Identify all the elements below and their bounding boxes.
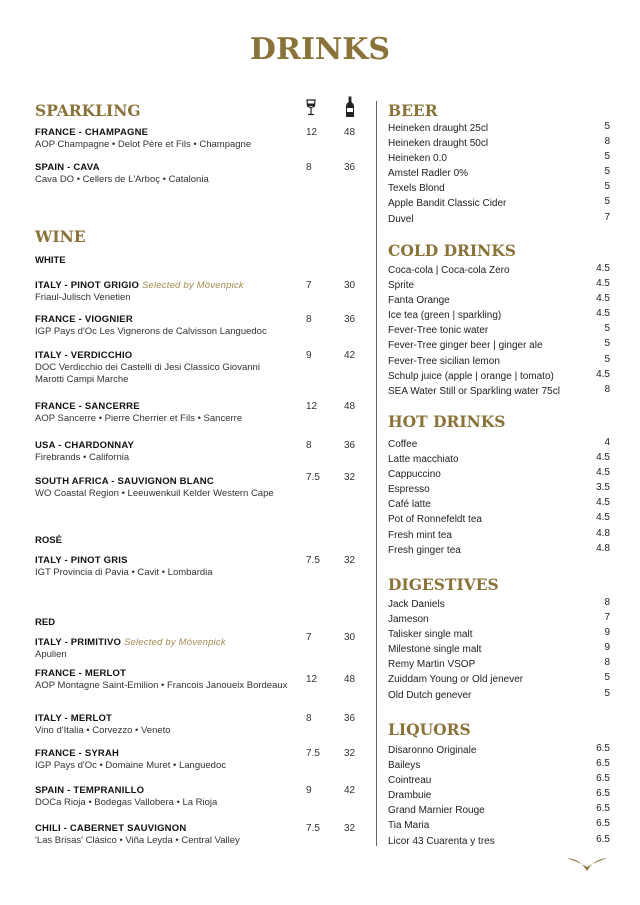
menu-item bbox=[388, 743, 610, 758]
bottle-price: 36 bbox=[344, 314, 356, 325]
menu-item-name: Grand Marnier Rouge bbox=[388, 805, 485, 817]
section-heading-digestives: DIGESTIVES bbox=[388, 575, 499, 594]
menu-item-price: 5 bbox=[604, 338, 610, 350]
wine-name: ITALY - PRIMITIVO bbox=[35, 637, 122, 648]
menu-item-name: Heineken draught 50cl bbox=[388, 138, 489, 150]
menu-item-price: 7 bbox=[604, 211, 610, 223]
wine-description: WO Coastal Region • Leeuwenkuil Kelder Western Cape bbox=[35, 488, 274, 499]
menu-item-price: 5 bbox=[604, 323, 610, 335]
menu-item bbox=[388, 151, 610, 166]
menu-item-price: 8 bbox=[604, 136, 610, 148]
bottle-price: 36 bbox=[344, 713, 356, 724]
menu-item bbox=[388, 338, 610, 353]
menu-item bbox=[388, 818, 610, 833]
wine-item bbox=[35, 748, 365, 772]
menu-item bbox=[388, 773, 610, 788]
page-title: DRINKS bbox=[249, 32, 391, 67]
menu-item-price: 8 bbox=[604, 383, 610, 395]
menu-item-price: 6.5 bbox=[596, 773, 610, 785]
menu-item-price: 7 bbox=[604, 612, 610, 624]
menu-item-name: Espresso bbox=[388, 484, 430, 496]
wine-item bbox=[35, 401, 365, 425]
menu-item-price: 6.5 bbox=[596, 803, 610, 815]
menu-item-price: 5 bbox=[604, 121, 610, 132]
menu-item-price: 5 bbox=[604, 196, 610, 208]
menu-item-price: 6.5 bbox=[596, 743, 610, 754]
menu-item-name: Baileys bbox=[388, 760, 421, 772]
glass-price: 8 bbox=[306, 440, 312, 451]
menu-item bbox=[388, 323, 610, 338]
glass-price: 9 bbox=[306, 785, 312, 796]
subheading-white: WHITE bbox=[35, 255, 66, 266]
wine-description: AOP Montagne Saint-Emilion • Francois Janoueix Bordeaux bbox=[35, 680, 288, 691]
wine-name: ITALY - PINOT GRIGIO bbox=[35, 280, 140, 291]
menu-item bbox=[388, 512, 610, 527]
menu-item-name: Sprite bbox=[388, 280, 415, 292]
menu-item-price: 4.5 bbox=[596, 308, 610, 320]
menu-item-price: 8 bbox=[604, 597, 610, 608]
wine-description: DOCa Rioja • Bodegas Vallobera • La Rioja bbox=[35, 797, 218, 808]
menu-item-name: Heineken draught 25cl bbox=[388, 123, 489, 134]
wine-bottle-icon bbox=[345, 96, 355, 123]
menu-item-price: 9 bbox=[604, 627, 610, 639]
menu-item bbox=[388, 528, 610, 543]
menu-item-price: 4.5 bbox=[596, 263, 610, 274]
wine-description: AOP Sancerre • Pierre Cherrier et Fils • Sancerre bbox=[35, 413, 243, 424]
menu-item bbox=[388, 369, 610, 384]
liquors-list bbox=[388, 743, 610, 849]
wine-description: 'Las Brisas' Clásico • Viña Leyda • Central Valley bbox=[35, 835, 240, 846]
wine-item bbox=[35, 314, 365, 338]
bottle-price: 36 bbox=[344, 440, 356, 451]
bottle-price: 30 bbox=[344, 280, 356, 291]
wine-item bbox=[35, 713, 365, 737]
menu-item-price: 4.5 bbox=[596, 278, 610, 290]
menu-item bbox=[388, 627, 610, 642]
wine-description: IGP Pays d'Oc • Domaine Muret • Languedoc bbox=[35, 760, 226, 771]
wine-description: Cava DO • Cellers de L'Arboç • Catalonia bbox=[35, 174, 209, 185]
menu-item-price: 4.5 bbox=[596, 368, 610, 380]
menu-item bbox=[388, 278, 610, 293]
wine-item bbox=[35, 350, 365, 386]
wine-name: SOUTH AFRICA - SAUVIGNON BLANC bbox=[35, 476, 214, 487]
menu-item-name: Duvel bbox=[388, 213, 414, 225]
wine-name: FRANCE - VIOGNIER bbox=[35, 314, 133, 325]
wine-name: FRANCE - MERLOT bbox=[35, 668, 127, 679]
menu-item bbox=[388, 452, 610, 467]
menu-item-price: 4.8 bbox=[596, 527, 610, 539]
selected-by-note: Selected by Mövenpick bbox=[123, 637, 226, 648]
menu-item bbox=[388, 467, 610, 482]
menu-item-name: Fresh ginger tea bbox=[388, 544, 461, 556]
menu-item-name: Cointreau bbox=[388, 775, 432, 787]
wine-name: ITALY - PINOT GRIS bbox=[35, 555, 128, 566]
glass-price: 8 bbox=[306, 314, 312, 325]
glass-price: 7.5 bbox=[306, 748, 320, 759]
menu-item bbox=[388, 834, 610, 849]
bottle-price: 32 bbox=[344, 748, 356, 759]
menu-item-name: Coffee bbox=[388, 439, 418, 450]
menu-item bbox=[388, 166, 610, 181]
selected-by-note: Selected by Mövenpick bbox=[141, 280, 244, 291]
section-heading-cold-drinks: COLD DRINKS bbox=[388, 241, 516, 260]
menu-item bbox=[388, 293, 610, 308]
menu-item-name: Milestone single malt bbox=[388, 644, 482, 656]
menu-item-name: Schulp juice (apple | orange | tomato) bbox=[388, 370, 554, 382]
wine-name: FRANCE - CHAMPAGNE bbox=[35, 127, 149, 138]
wine-name: FRANCE - SYRAH bbox=[35, 748, 120, 759]
glass-price: 9 bbox=[306, 350, 312, 361]
menu-item bbox=[388, 181, 610, 196]
wine-item bbox=[35, 440, 365, 464]
menu-item-price: 6.5 bbox=[596, 833, 610, 845]
menu-item-name: Old Dutch genever bbox=[388, 689, 472, 701]
wine-name: ITALY - VERDICCHIO bbox=[35, 350, 133, 361]
wine-description: Friaul-Julisch Venetien bbox=[35, 292, 131, 303]
menu-item bbox=[388, 642, 610, 657]
subheading-red: RED bbox=[35, 617, 56, 628]
wine-glass-icon bbox=[305, 99, 317, 122]
menu-item bbox=[388, 136, 610, 151]
wine-item bbox=[35, 823, 365, 847]
glass-price: 12 bbox=[306, 401, 318, 412]
wine-description: IGP Pays d'Oc Les Vignerons de Calvisson Languedoc bbox=[35, 326, 267, 337]
menu-item-price: 5 bbox=[604, 181, 610, 193]
bottle-price: 32 bbox=[344, 555, 356, 566]
wine-item bbox=[35, 668, 365, 692]
menu-item-name: SEA Water Still or Sparkling water 75cl bbox=[388, 385, 560, 397]
menu-item-name: Texels Blond bbox=[388, 183, 445, 195]
menu-item-price: 4.5 bbox=[596, 467, 610, 479]
menu-item-name: Fever-Tree ginger beer | ginger ale bbox=[388, 340, 543, 352]
bottle-price: 30 bbox=[344, 632, 356, 643]
menu-item bbox=[388, 758, 610, 773]
menu-item-price: 5 bbox=[604, 353, 610, 365]
wine-name: CHILI - CABERNET SAUVIGNON bbox=[35, 823, 187, 834]
menu-item-name: Remy Martin VSOP bbox=[388, 659, 476, 671]
wine-description: Apulien bbox=[35, 649, 67, 660]
wine-item bbox=[35, 785, 365, 809]
menu-item-name: Talisker single malt bbox=[388, 629, 473, 641]
menu-item bbox=[388, 672, 610, 687]
menu-item bbox=[388, 384, 610, 399]
bottle-price: 32 bbox=[344, 472, 356, 483]
glass-price: 8 bbox=[306, 162, 312, 173]
menu-item-price: 5 bbox=[604, 166, 610, 178]
section-heading-hot-drinks: HOT DRINKS bbox=[388, 412, 506, 431]
menu-item-name: Licor 43 Cuarenta y tres bbox=[388, 835, 495, 847]
menu-item-name: Disaronno Originale bbox=[388, 745, 477, 756]
menu-item-name: Ice tea (green | sparkling) bbox=[388, 310, 502, 322]
menu-item bbox=[388, 354, 610, 369]
menu-item-name: Amstel Radler 0% bbox=[388, 168, 469, 180]
menu-item-name: Apple Bandit Classic Cider bbox=[388, 198, 507, 210]
wine-description: Firebrands • California bbox=[35, 452, 130, 463]
menu-item-name: Drambuie bbox=[388, 790, 432, 802]
digestives-list bbox=[388, 597, 610, 703]
menu-item-name: Tia Maria bbox=[388, 820, 430, 832]
menu-item bbox=[388, 482, 610, 497]
wine-description: IGT Provincia di Pavia • Cavit • Lombardia bbox=[35, 567, 213, 578]
brand-swoosh-logo bbox=[566, 855, 608, 878]
menu-item-price: 4.5 bbox=[596, 512, 610, 524]
wine-description: Vino d'Italia • Corvezzo • Veneto bbox=[35, 725, 171, 736]
menu-item-price: 4.5 bbox=[596, 452, 610, 464]
menu-item-name: Cappuccino bbox=[388, 469, 441, 481]
bottle-price: 48 bbox=[344, 401, 356, 412]
wine-item bbox=[35, 632, 365, 661]
bottle-price: 42 bbox=[344, 785, 356, 796]
wine-item bbox=[35, 280, 365, 304]
menu-item bbox=[388, 196, 610, 211]
menu-item bbox=[388, 121, 610, 136]
menu-item-price: 6.5 bbox=[596, 788, 610, 800]
menu-item-name: Jack Daniels bbox=[388, 599, 445, 610]
menu-item-name: Café latte bbox=[388, 499, 431, 511]
menu-item bbox=[388, 437, 610, 452]
wine-name: SPAIN - TEMPRANILLO bbox=[35, 785, 145, 796]
menu-item-price: 3.5 bbox=[596, 482, 610, 494]
menu-item-name: Heineken 0.0 bbox=[388, 153, 447, 165]
menu-item-price: 5 bbox=[604, 151, 610, 163]
bottle-price: 48 bbox=[344, 674, 356, 685]
bottle-price: 42 bbox=[344, 350, 356, 361]
glass-price: 8 bbox=[306, 713, 312, 724]
bottle-price: 48 bbox=[344, 127, 356, 138]
glass-price: 7.5 bbox=[306, 472, 320, 483]
menu-item bbox=[388, 657, 610, 672]
menu-item bbox=[388, 688, 610, 703]
menu-item-price: 6.5 bbox=[596, 758, 610, 770]
wine-name: ITALY - MERLOT bbox=[35, 713, 113, 724]
wine-item bbox=[35, 555, 365, 579]
beer-list bbox=[388, 121, 610, 227]
menu-item-price: 9 bbox=[604, 642, 610, 654]
menu-item bbox=[388, 497, 610, 512]
menu-item bbox=[388, 212, 610, 227]
menu-item-name: Fresh mint tea bbox=[388, 529, 452, 541]
menu-item-name: Jameson bbox=[388, 614, 429, 626]
wine-name: USA - CHARDONNAY bbox=[35, 440, 135, 451]
menu-item-price: 6.5 bbox=[596, 818, 610, 830]
menu-item bbox=[388, 543, 610, 558]
glass-price: 12 bbox=[306, 127, 318, 138]
menu-item bbox=[388, 612, 610, 627]
menu-item-name: Zuiddam Young or Old jenever bbox=[388, 674, 524, 686]
cold-drinks-list bbox=[388, 263, 610, 399]
wine-description: AOP Champagne • Delot Père et Fils • Champagne bbox=[35, 139, 252, 150]
hot-drinks-list bbox=[388, 437, 610, 558]
menu-item-name: Fever-Tree tonic water bbox=[388, 325, 489, 337]
menu-item bbox=[388, 597, 610, 612]
bottle-price: 32 bbox=[344, 823, 356, 834]
menu-item-name: Coca-cola | Coca-cola Zero bbox=[388, 265, 510, 276]
section-heading-sparkling: SPARKLING bbox=[35, 101, 141, 120]
subheading-rose: ROSÉ bbox=[35, 535, 62, 546]
menu-item bbox=[388, 788, 610, 803]
menu-item-name: Fanta Orange bbox=[388, 295, 450, 307]
glass-price: 7 bbox=[306, 280, 312, 291]
menu-item-price: 8 bbox=[604, 657, 610, 669]
menu-item-price: 4 bbox=[604, 437, 610, 448]
menu-item-price: 5 bbox=[604, 687, 610, 699]
section-heading-wine: WINE bbox=[35, 227, 86, 246]
wine-item bbox=[35, 127, 365, 151]
menu-item-price: 5 bbox=[604, 672, 610, 684]
column-divider bbox=[376, 101, 377, 846]
menu-item-name: Pot of Ronnefeldt tea bbox=[388, 514, 482, 526]
menu-item bbox=[388, 308, 610, 323]
menu-item-name: Fever-Tree sicilian lemon bbox=[388, 355, 500, 367]
menu-item-price: 4.8 bbox=[596, 542, 610, 554]
menu-item-name: Latte macchiato bbox=[388, 454, 459, 466]
glass-price: 7.5 bbox=[306, 823, 320, 834]
menu-item-price: 4.5 bbox=[596, 497, 610, 509]
glass-price: 12 bbox=[306, 674, 318, 685]
menu-item bbox=[388, 803, 610, 818]
section-heading-beer: BEER bbox=[388, 101, 438, 120]
bottle-price: 36 bbox=[344, 162, 356, 173]
menu-item-price: 4.5 bbox=[596, 293, 610, 305]
wine-item bbox=[35, 162, 365, 186]
glass-price: 7.5 bbox=[306, 555, 320, 566]
glass-price: 7 bbox=[306, 632, 312, 643]
wine-description: DOC Verdicchio dei Castelli di Jesi Classico Giovanni Marotti Campi Marche bbox=[35, 362, 260, 385]
wine-name: FRANCE - SANCERRE bbox=[35, 401, 140, 412]
menu-item bbox=[388, 263, 610, 278]
section-heading-liquors: LIQUORS bbox=[388, 720, 471, 739]
wine-name: SPAIN - CAVA bbox=[35, 162, 100, 173]
wine-item bbox=[35, 472, 365, 500]
